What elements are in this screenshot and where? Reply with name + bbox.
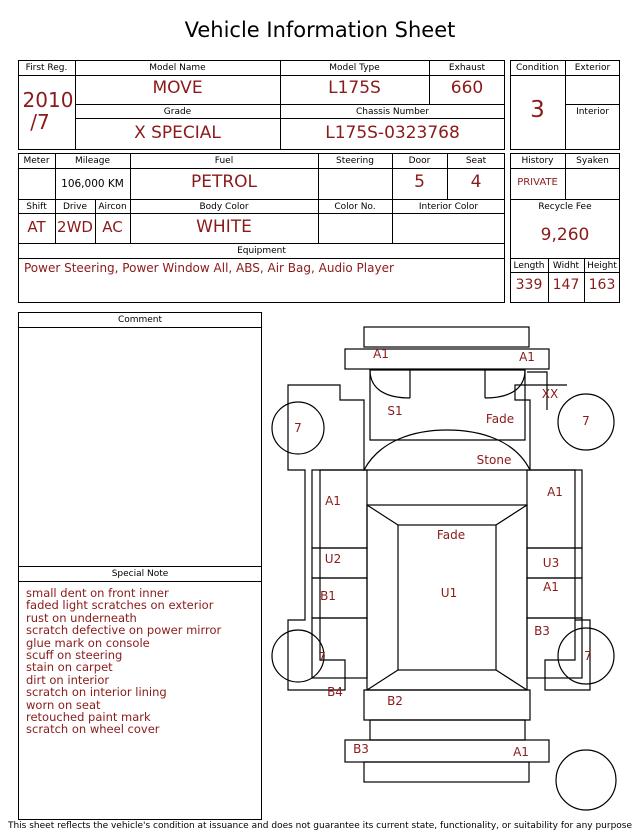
aircon-value: AC — [102, 218, 123, 236]
recycle-fee-label: Recycle Fee — [538, 202, 592, 212]
mark-front-bumper-left: A1 — [373, 347, 389, 361]
equipment-value: Power Steering, Power Window All, ABS, Air Bag, Audio Player — [24, 261, 394, 275]
chassis-number-label: Chassis Number — [355, 107, 430, 117]
special-note-item: scuff on steering — [26, 648, 123, 663]
drive-value: 2WD — [57, 218, 93, 236]
mark-tire-front-left: 7 — [294, 421, 302, 435]
special-note-item: glue mark on console — [26, 635, 150, 650]
mark-hood-left: S1 — [387, 404, 403, 418]
equipment-label: Equipment — [237, 246, 286, 256]
mark-tire-rear-left: 7 — [318, 650, 326, 664]
shift-value: AT — [27, 218, 46, 236]
first-reg-year: 2010 — [22, 88, 74, 112]
fuel-value: PETROL — [190, 172, 258, 192]
steering-label: Steering — [336, 156, 374, 166]
mark-front-right-corner: XX — [541, 387, 559, 401]
special-note-item: faded light scratches on exterior — [26, 598, 214, 613]
seat-label: Seat — [465, 156, 487, 166]
drive-label: Drive — [63, 202, 87, 212]
meter-label: Meter — [23, 156, 50, 166]
first-reg-label: First Reg. — [25, 63, 68, 73]
mark-rear-bumper-right: A1 — [513, 745, 529, 759]
width-value: 147 — [552, 277, 580, 293]
grade-label: Grade — [163, 107, 192, 117]
mark-left-rear-quarter: B4 — [327, 685, 343, 699]
chassis-number-value: L175S-0323768 — [325, 123, 460, 143]
length-label: Length — [513, 261, 545, 271]
mileage-label: Mileage — [74, 156, 111, 166]
disclaimer-footer: This sheet reflects the vehicle's condition at issuance and does not guarantee its current state, functionality, or suitability for any purpose — [7, 821, 633, 831]
door-value: 5 — [414, 172, 425, 192]
color-no-label: Color No. — [334, 202, 376, 212]
exhaust-label: Exhaust — [448, 63, 486, 73]
page-title: Vehicle Information Sheet — [184, 18, 456, 42]
exterior-label: Exterior — [574, 63, 611, 73]
mark-rear-window: B2 — [387, 694, 403, 708]
mark-windshield: Stone — [476, 453, 512, 467]
mark-front-bumper-right: A1 — [519, 350, 535, 364]
mark-left-front-door: U2 — [324, 552, 342, 566]
special-note-item: worn on seat — [26, 697, 101, 712]
special-note-item: small dent on front inner — [26, 586, 169, 600]
comment-label: Comment — [117, 315, 163, 325]
recycle-fee-value: 9,260 — [540, 225, 590, 245]
special-note-item: scratch defective on power mirror — [26, 623, 222, 638]
mark-tire-rear-right: 7 — [584, 649, 592, 663]
height-label: Height — [587, 261, 617, 271]
model-name-value: MOVE — [152, 78, 203, 98]
body-color-label: Body Color — [199, 202, 249, 212]
fuel-label: Fuel — [214, 156, 234, 166]
history-value: PRIVATE — [517, 177, 558, 188]
mark-roof-center: U1 — [440, 586, 458, 600]
mark-roof: Fade — [436, 528, 466, 542]
special-note-item: rust on underneath — [26, 610, 137, 625]
mark-tire-front-right: 7 — [582, 414, 590, 428]
exhaust-value: 660 — [450, 78, 484, 98]
model-name-label: Model Name — [149, 63, 206, 73]
length-value: 339 — [515, 277, 543, 293]
mark-rear-bumper-left: B3 — [353, 742, 369, 756]
condition-label: Condition — [516, 63, 559, 73]
mark-right-front-door: U3 — [542, 556, 560, 570]
interior-color-label: Interior Color — [418, 202, 479, 212]
grade-value: X SPECIAL — [134, 123, 221, 143]
shift-label: Shift — [26, 202, 47, 212]
mark-right-rear-door: B3 — [534, 624, 550, 638]
seat-value: 4 — [470, 172, 482, 192]
width-label: Widht — [552, 261, 580, 271]
door-label: Door — [408, 156, 431, 166]
mark-left-rear-door: B1 — [320, 589, 336, 603]
special-note-item: retouched paint mark — [26, 710, 151, 725]
special-note-item: stain on carpet — [26, 660, 113, 675]
history-label: History — [521, 156, 554, 166]
special-note-item: scratch on interior lining — [26, 685, 167, 700]
interior-label: Interior — [576, 107, 609, 117]
mark-right-front-fender: A1 — [547, 485, 563, 499]
special-note-label: Special Note — [111, 569, 169, 579]
first-reg-month: /7 — [30, 110, 50, 134]
mileage-value: 106,000 KM — [61, 178, 124, 190]
mark-left-front-fender: A1 — [325, 494, 341, 508]
model-type-label: Model Type — [329, 63, 380, 73]
mark-right-front-door-lower: A1 — [543, 580, 559, 594]
special-note-item: dirt on interior — [26, 672, 110, 687]
height-value: 163 — [588, 277, 616, 293]
body-color-value: WHITE — [196, 217, 252, 237]
syaken-label: Syaken — [576, 156, 609, 166]
special-note-item: scratch on wheel cover — [26, 722, 160, 737]
aircon-label: Aircon — [98, 202, 127, 212]
condition-value: 3 — [530, 97, 545, 123]
mark-hood-right: Fade — [485, 412, 515, 426]
model-type-value: L175S — [328, 78, 381, 98]
